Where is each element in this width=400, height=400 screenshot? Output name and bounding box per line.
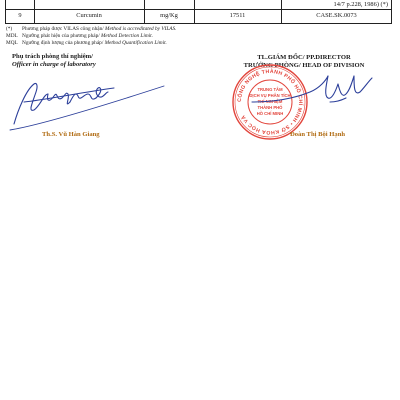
note-text-vi: Ngưỡng phát hiện của phương pháp/ [22, 33, 102, 39]
row-number-cell: 9 [18, 12, 22, 19]
director-name: Đoàn Thị Bội Hạnh [290, 131, 346, 138]
lab-officer-signature [4, 72, 184, 152]
lab-officer-title [12, 53, 96, 69]
note-abbr: MQL [6, 40, 18, 46]
note-text-en: Method Quantification Limit. [104, 40, 167, 46]
note-line [6, 40, 167, 46]
note-text-vi: Phương pháp được VILAS công nhận/ [22, 26, 106, 32]
parameter-cell: Curcumin [76, 12, 102, 19]
note-line [6, 26, 177, 32]
prev-row-method-cell: 14/7 p.228, 1986) (*) [333, 1, 388, 8]
table-row-divider [6, 9, 391, 10]
unit-cell: mg/Kg [160, 12, 178, 19]
method-cell: CASE.SK.0073 [316, 12, 357, 19]
stamp-center-line: HỒ CHÍ MINH [256, 111, 284, 116]
lab-officer-title-en: Officer in charge of laboratory [12, 61, 96, 68]
stamp-center-line: TRUNG TÂM [257, 87, 283, 92]
stamp-center-line: DỊCH VỤ PHÂN TÍCH [249, 93, 291, 98]
stamp-ring-text: CÔNG NGHỆ THÀNH PHỐ HỒ CHÍ MINH • SỞ KHOA HỌC VÀ [236, 68, 304, 136]
lab-officer-name: Th.S. Vũ Hàn Giang [42, 131, 100, 138]
note-line [6, 33, 153, 39]
note-text-en: Method is accreditated by VILAS. [105, 26, 177, 32]
note-text-en: Method Detection Limit. [101, 33, 153, 39]
results-table [5, 0, 392, 24]
stamp-center-line: THÀNH PHỐ [257, 105, 283, 110]
lab-officer-title-vi: Phụ trách phòng thí nghiệm/ [12, 53, 93, 60]
note-text-vi: Ngưỡng định lượng của phương pháp/ [22, 40, 105, 46]
director-title-line2: TRƯỞNG PHÒNG/ HEAD OF DIVISION [243, 62, 365, 69]
result-cell: 17511 [229, 12, 246, 19]
lab-officer-signature-text: Vanggiang [4, 72, 9, 73]
stamp-center-line: THÍ NGHIỆM [257, 99, 283, 104]
note-abbr: (*) [6, 26, 13, 32]
note-abbr: MDL [6, 33, 18, 39]
director-title-line1: TL.GIÁM ĐỐC/ PP.DIRECTOR [257, 54, 351, 61]
director-signature [250, 62, 380, 132]
